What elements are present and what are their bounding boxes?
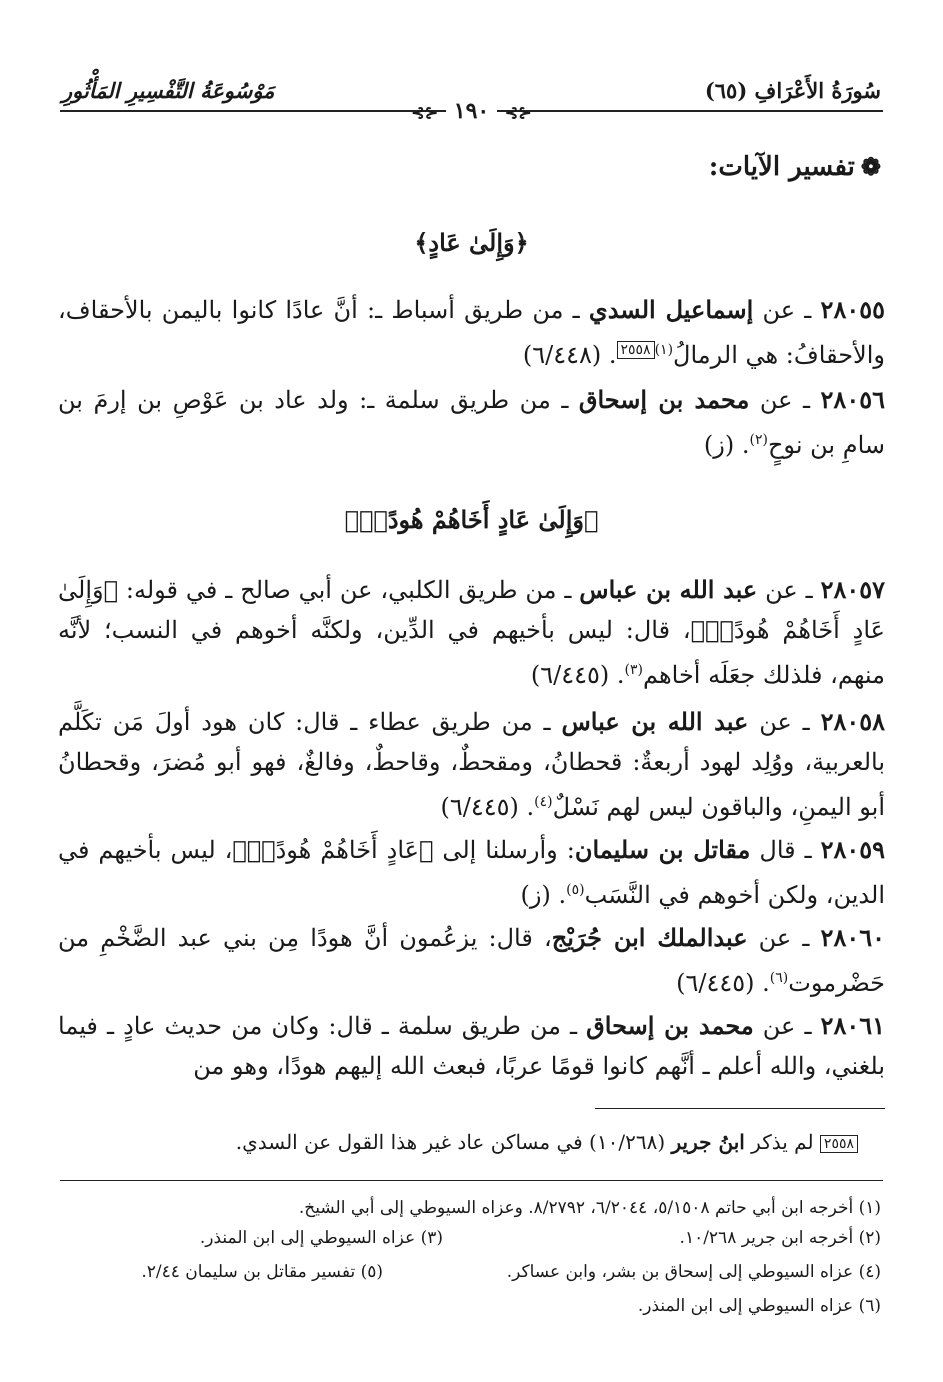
- narration-paragraph: [58, 570, 885, 695]
- narration-text: ـ من طريق أسباط ـ: أنَّ عادًا كانوا باليمن بالأحقاف، والأحقافُ: هي الرمالُ: [58, 296, 885, 369]
- narrator-name: إسماعيل السدي: [588, 295, 754, 324]
- narration-number: ٢٨٠٥٥: [820, 295, 885, 324]
- volume-ref: . (٦/٤٤٥): [440, 793, 535, 821]
- footnote: (٥) تفسير مقاتل بن سليمان ٢/٤٤.: [141, 1262, 383, 1282]
- footnote-rule: [60, 1180, 883, 1181]
- narration-lead: ـ عن: [748, 708, 821, 736]
- footnote-ref: (٥): [566, 882, 585, 898]
- narration-number: ٢٨٠٥٩: [820, 835, 886, 864]
- footnote-ref: (١): [654, 342, 674, 358]
- editor-note-rest: (١٠/٢٦٨) في مساكن عاد غير هذا القول عن السدي.: [235, 1130, 672, 1154]
- narration-paragraph: [58, 380, 885, 465]
- narrator-name: عبد الله بن عباس: [579, 575, 758, 604]
- volume-ref: . (٦/٤٤٥): [676, 969, 770, 997]
- footnote: (٢) أخرجه ابن جرير ١٠/٢٦٨.: [679, 1228, 881, 1248]
- narration-lead: ـ قال: [750, 836, 821, 864]
- footnote-ref: (٣): [624, 662, 643, 678]
- narration-number: ٢٨٠٥٧: [820, 575, 886, 604]
- volume-ref: . (٦/٤٤٨): [522, 341, 617, 369]
- narrator-name: مقاتل بن سليمان: [574, 835, 751, 864]
- section-title: تفسير الآيات:: [708, 152, 855, 182]
- narration-number: ٢٨٠٦١: [820, 1011, 885, 1040]
- editor-note-name: ابنُ جرير: [671, 1130, 745, 1154]
- verse-heading: ﴿وَإِلَىٰ عَادٍ أَخَاهُمْ هُودًاۗ﴾: [344, 505, 599, 534]
- editor-note: [236, 1130, 858, 1154]
- footnote: (٣) عزاه السيوطي إلى ابن المنذر.: [199, 1228, 443, 1248]
- page-number-line: [0, 98, 943, 124]
- surah-header: سُورَةُ الأَعْرَافِ (٦٥): [704, 78, 881, 103]
- ornament-icon: ⊰⊱: [504, 103, 532, 122]
- editor-note-text: لم يذكر: [744, 1130, 820, 1154]
- narrator-name: عبدالملك ابن جُرَيْج: [551, 923, 748, 952]
- footnote: (٦) عزاه السيوطي إلى ابن المنذر.: [637, 1296, 881, 1316]
- ornament-icon: ⊰⊱: [411, 103, 439, 122]
- narration-text: ـ من طريق سلمة ـ: ولد عاد بن عَوْصِ بن إرمَ بن سامِ بن نوحٍ: [58, 386, 885, 459]
- volume-ref: . (٦/٤٤٥): [530, 661, 625, 689]
- narration-paragraph: [58, 918, 885, 1003]
- narration-lead: ـ عن: [753, 1012, 821, 1040]
- narrator-name: محمد بن إسحاق: [586, 1011, 754, 1040]
- flower-ornament-icon: ❁: [860, 152, 881, 181]
- footnote: (١) أخرجه ابن أبي حاتم ٥/١٥٠٨، ٦/٢٠٤٤، ٨/٢٧٩٢. وعزاه السيوطي إلى أبي الشيخ.: [298, 1198, 881, 1218]
- page-number: ١٩٠: [446, 98, 497, 124]
- editor-note-box: ٢٥٥٨: [617, 341, 655, 359]
- narration-text: ـ من طريق عطاء ـ قال: كان هود أولَ مَن تكَلَّم بالعربية، ووُلِد لهود أربعةٌ: قحطانُ، ومقحطٌ، وقاحطٌ، وفالغٌ، فهو أبو مُضرَ، وقحطانُ أبو اليمنِ، والباقون ليس لهم نَسْلٌ: [58, 708, 886, 821]
- narrator-name: عبد الله بن عباس: [561, 707, 749, 736]
- narration-text: ـ من طريق الكلبي، عن أبي صالح ـ في قوله: ﴿وَإِلَىٰ عَادٍ أَخَاهُمْ هُودًاۗ﴾، قال: ليس بأخيهم في الدِّين، ولكنَّه أخوهم في النسب؛ لأنَّه منهم، فلذلك جعَلَه أخاهم: [58, 576, 885, 689]
- narration-text: ، قال: يزعُمون أنَّ هودًا مِن بني عبد الضَّخْمِ من حَضْرموت: [58, 924, 885, 997]
- footnote: (٤) عزاه السيوطي إلى إسحاق بن بشر، وابن عساكر.: [506, 1262, 881, 1282]
- editor-note-rule: [595, 1108, 885, 1109]
- narration-paragraph: [58, 290, 885, 375]
- verse-heading: ﴿وَإِلَىٰ عَادٍ﴾: [414, 228, 529, 257]
- narration-lead: ـ عن: [747, 924, 821, 952]
- narration-text: : وأرسلنا إلى ﴿عَادٍ أَخَاهُمْ هُودًاۗ﴾، ليس بأخيهم في الدين، ولكن أخوهم في النَّسَب: [58, 836, 885, 909]
- narration-text: ـ من طريق سلمة ـ قال: وكان من حديث عادٍ ـ فيما بلغني، والله أعلم ـ أنَّهم كانوا قومًا عربًا، فبعث الله إليهم هودًا، وهو من: [58, 1012, 885, 1080]
- footnote-ref: (٤): [534, 794, 553, 810]
- editor-note-box: ٢٥٥٨: [820, 1135, 858, 1153]
- footnote-ref: (٢): [749, 432, 768, 448]
- volume-ref: . (ز): [703, 431, 750, 459]
- section-heading: [709, 152, 881, 182]
- narration-number: ٢٨٠٦٠: [820, 923, 885, 952]
- footnote-ref: (٦): [769, 970, 789, 986]
- narration-lead: ـ عن: [753, 296, 821, 324]
- narration-lead: ـ عن: [749, 386, 821, 414]
- volume-ref: . (ز): [520, 881, 567, 909]
- narration-paragraph: [58, 1006, 885, 1086]
- narrator-name: محمد بن إسحاق: [578, 385, 750, 414]
- narration-number: ٢٨٠٥٨: [820, 707, 886, 736]
- narration-lead: ـ عن: [757, 576, 821, 604]
- narration-paragraph: [58, 702, 885, 827]
- book-title-header: مَوْسُوعَةُ التَّفْسِيرِ المَأْثُورِ: [62, 78, 275, 103]
- narration-paragraph: [58, 830, 885, 915]
- narration-number: ٢٨٠٥٦: [820, 385, 885, 414]
